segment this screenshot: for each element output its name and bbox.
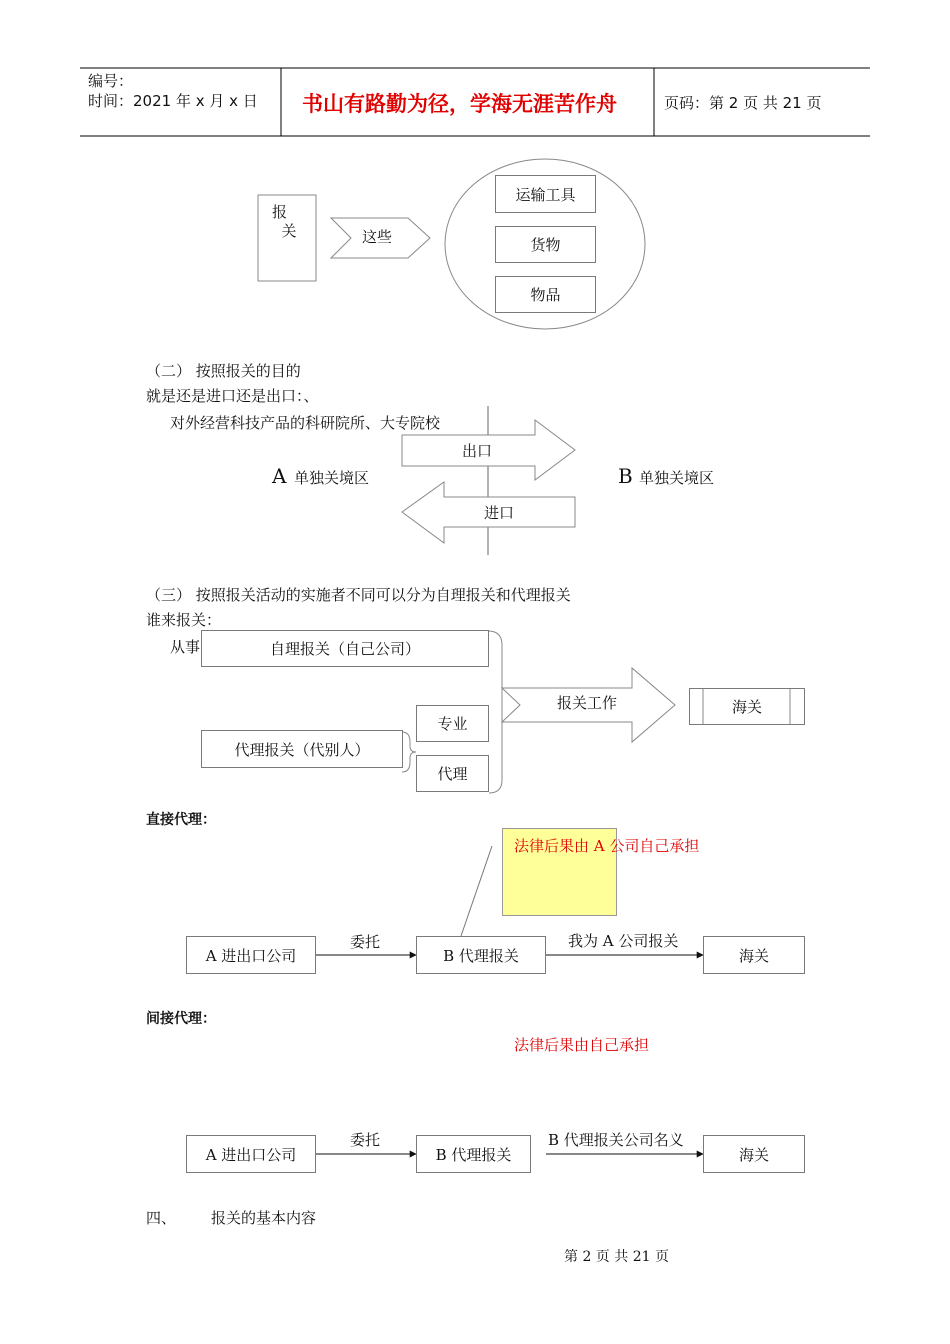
declare-box-label: 报 关 [272,203,297,240]
direct-customs-box: 海关 [703,936,805,974]
zone-b-letter: B [618,464,633,488]
section3-line1: 谁来报关： [146,611,222,629]
indirect-heading: 间接代理： [146,1011,216,1027]
item-articles: 物品 [495,276,596,313]
export-label: 出口 [462,442,493,460]
item-goods: 货物 [495,226,596,263]
indirect-company-box: A 进出口公司 [186,1135,316,1173]
header-page-info: 页码：第 2 页 共 21 页 [664,94,822,112]
section4-text: 报关的基本内容 [211,1209,317,1227]
customs-box: 海关 [689,688,805,725]
indirect-customs-box: 海关 [703,1135,805,1173]
item-transport: 运输工具 [495,175,596,213]
section2-heading: （二） 按照报关的目的 [146,362,301,380]
header-number: 编号： [88,72,134,90]
agency-box: 代理 [416,755,489,792]
agent-declare-box: 代理报关（代别人） [201,730,403,768]
these-arrow-label: 这些 [362,228,393,246]
section2-line2: 对外经营科技产品的科研院所、大专院校 [170,414,441,432]
footer-page: 第 2 页 共 21 页 [564,1249,669,1265]
direct-declare-label: 我为 A 公司报关 [568,932,679,950]
direct-entrust-label: 委托 [350,933,381,951]
section2-line1: 就是还是进口还是出口：、 [146,387,319,405]
group-brace [488,631,502,793]
direct-agent-box: B 代理报关 [416,936,546,974]
indirect-entrust-label: 委托 [350,1131,381,1149]
direct-company-box: A 进出口公司 [186,936,316,974]
direct-heading: 直接代理： [146,812,216,828]
section3-heading: （三） 按照报关活动的实施者不同可以分为自理报关和代理报关 [146,586,571,604]
indirect-agent-box: B 代理报关 [416,1135,531,1173]
header-time: 时间：2021 年 x 月 x 日 [88,92,258,110]
zone-a-text: 单独关境区 [294,469,370,487]
note-pointer [461,846,492,936]
self-declare-box: 自理报关（自己公司） [201,630,489,667]
section3-prefix: 从事 [170,638,201,656]
professional-box: 专业 [416,705,489,742]
section4-number: 四、 [146,1209,177,1227]
agent-brace [402,732,416,772]
zone-a-letter: A [272,464,287,488]
direct-note-text: 法律后果由 A 公司自己承担 [514,837,700,855]
import-label: 进口 [484,504,515,522]
header-motto: 书山有路勤为径，学海无涯苦作舟 [302,92,617,116]
indirect-note-text: 法律后果由自己承担 [514,1036,650,1054]
indirect-declare-label: B 代理报关公司名义 [548,1131,684,1149]
work-arrow-label: 报关工作 [557,694,618,712]
zone-b-text: 单独关境区 [639,469,715,487]
